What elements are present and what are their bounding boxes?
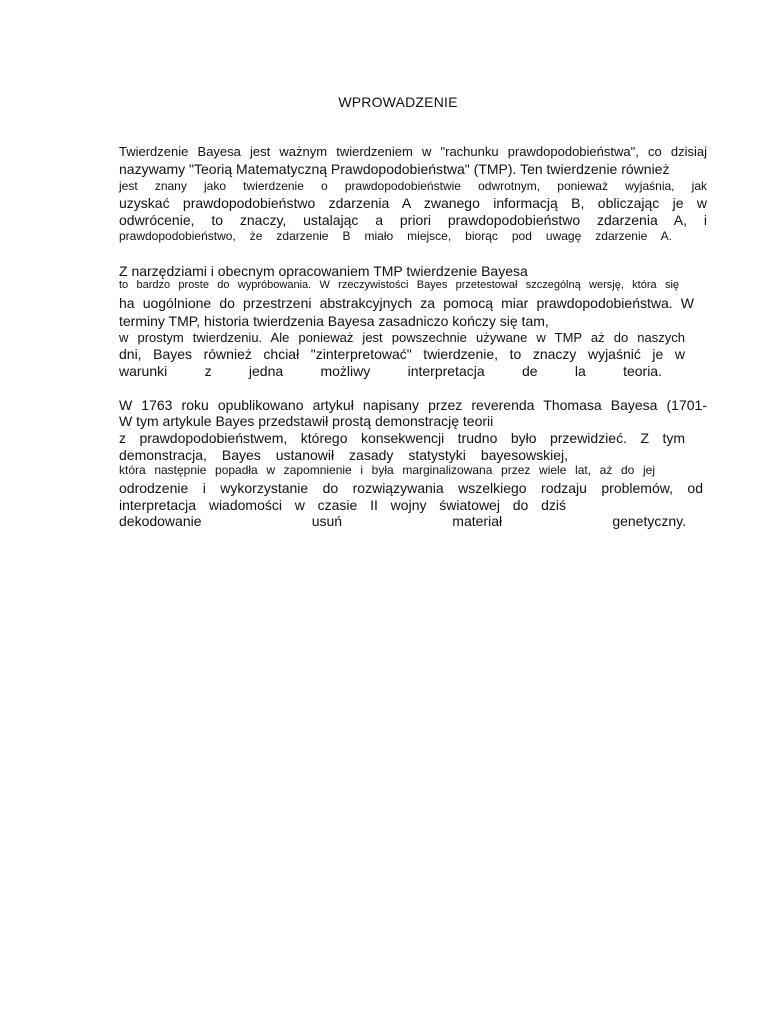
document-title: WPROWADZENIE	[338, 94, 458, 110]
paragraph-line: jest znany jako twierdzenie o prawdopodobieństwie odwrotnym, ponieważ wyjaśnia, jak	[119, 179, 707, 193]
paragraph-line: W 1763 roku opublikowano artykuł napisany przez reverenda Thomasa Bayesa (1701-	[119, 397, 707, 413]
paragraph-line: demonstracja, Bayes ustanowił zasady statystyki bayesowskiej,	[119, 447, 568, 463]
paragraph-line: W tym artykule Bayes przedstawił prostą demonstrację teorii	[119, 413, 494, 429]
paragraph-line: odrodzenie i wykorzystanie do rozwiązywania wszelkiego rodzaju problemów, od	[119, 480, 703, 496]
paragraph-line: warunki z jedna możliwy interpretacja de la teoria.	[119, 363, 662, 379]
paragraph-line: ha uogólnione do przestrzeni abstrakcyjnych za pomocą miar prawdopodobieństwa. W	[119, 295, 694, 311]
paragraph-line: to bardzo proste do wypróbowania. W rzeczywistości Bayes przetestował szczególną wersję, która się	[119, 279, 679, 291]
paragraph-line: dni, Bayes również chciał "zinterpretować" twierdzenie, to znaczy wyjaśnić je w	[119, 346, 685, 362]
paragraph-line: Z narzędziami i obecnym opracowaniem TMP twierdzenie Bayesa	[119, 263, 528, 279]
paragraph-line: interpretacja wiadomości w czasie II wojny światowej do dziś	[119, 497, 566, 513]
paragraph-line: z prawdopodobieństwem, którego konsekwencji trudno było przewidzieć. Z tym	[119, 430, 685, 446]
paragraph-line: nazywamy "Teorią Matematyczną Prawdopodobieństwa" (TMP). Ten twierdzenie również	[119, 161, 670, 177]
paragraph-line: uzyskać prawdopodobieństwo zdarzenia A zwanego informacją B, obliczając je w	[119, 195, 707, 211]
paragraph-line: która następnie popadła w zapomnienie i była marginalizowana przez wiele lat, aż do jej	[119, 463, 655, 477]
paragraph-line: terminy TMP, historia twierdzenia Bayesa zasadniczo kończy się tam,	[119, 313, 549, 329]
paragraph-line: odwrócenie, to znaczy, ustalając a priori prawdopodobieństwo zdarzenia A, i	[119, 212, 707, 228]
paragraph-line: prawdopodobieństwo, że zdarzenie B miało miejsce, biorąc pod uwagę zdarzenie A.	[119, 229, 672, 243]
paragraph-line: dekodowanie usuń materiał genetyczny.	[119, 513, 686, 529]
paragraph-line: w prostym twierdzeniu. Ale ponieważ jest powszechnie używane w TMP aż do naszych	[119, 330, 685, 345]
paragraph-line: Twierdzenie Bayesa jest ważnym twierdzeniem w "rachunku prawdopodobieństwa", co dzisiaj	[119, 144, 707, 159]
